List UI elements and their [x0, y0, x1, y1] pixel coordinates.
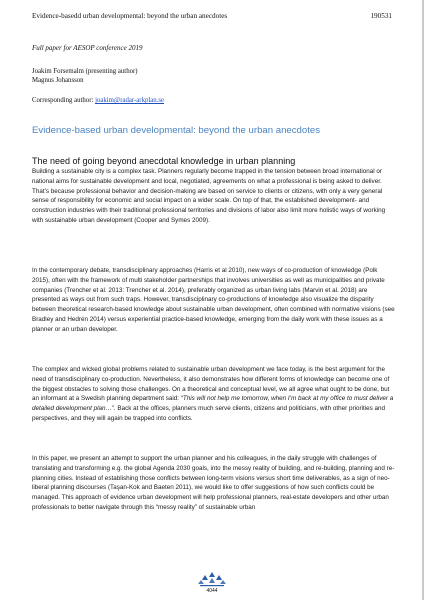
body-paragraph-2	[32, 266, 396, 335]
corresponding-label: Corresponding author:	[32, 97, 96, 104]
body-paragraph-1	[32, 167, 396, 226]
paragraph-text: Building a sustainable city is a complex task. Planners regularly become trapped in the tension between broad international or national aims for sustainable development and local, negotiated, agreements on what a professional is being asked to deliver. That’s because professional behavior and decision-making are based on service to clients or citizens, with only a very general sense of responsibility for economic and social impact on a wider scale. On top of that, the established development- and construction industries with their traditional professional territories and divisions of labor also limit more holistic ways of working with sustainable urban development (Cooper and Symes 2009).	[32, 168, 386, 224]
corresponding-email-link[interactable]: joakim@radar-arkplan.se	[95, 97, 165, 104]
paragraph-text	[32, 365, 396, 424]
paragraph-text: In this paper, we present an attempt to support the urban planner and his colleagues, in the daily struggle with challenges of translating and transforming e.g. the global Agenda 2030 goals, into the messy reality of building, and re-building, planning and re-planning cities. Instead of establishing those conflicts between long-term visions versus short time deliverables, as a sign of neo-liberal planning discourses (Taşan-Kok and Baeten 2011), we would like to offer suggestions of how such conflicts could be managed. This approach of evidence urban development will help professional planners, real-estate developers and other urban professionals to better navigate through this “messy reality” of sustainable urban	[32, 455, 395, 511]
running-header-id: 190531	[370, 12, 392, 20]
informant-quote: “This will not help me tomorrow, when I’m back at my office to must deliver a detailed development plan…”.	[32, 395, 394, 413]
author-presenting: Joakim Forsemalm (presenting author)	[32, 68, 138, 75]
running-header-title: Evidence-basedd urban developmental: beyond the urban anecdotes	[32, 12, 228, 20]
body-paragraph-3	[32, 365, 396, 424]
corresponding-author	[32, 97, 164, 104]
section-heading: The need of going beyond anecdotal knowledge in urban planning	[32, 156, 296, 166]
paragraph-text-part: The complex and wicked global problems related to sustainable urban development we face today, is the best argument for the need of transdisciplinary co-production. Nevertheless, it also demonstrates how different forms of knowledge can become one of the biggest obstacles to solving those challenges. On a theoretical and conceptual level, we all agree what ought to be done, but an informant at a Swedish planning department said:	[32, 366, 390, 403]
paragraph-text: In the contemporary debate, transdisciplinary approaches (Harris et al 2010), new ways of co-production of knowledge (Polk 2015), often with the framework of multi stakeholder partnerships that involves universities as well as municipalities and private companies (Trencher et al. 2013: Trencher et al. 2014), preferably organized as urban living labs (Marvin et al. 2018) are presented as ways out from such traps. However, transdisciplinary co-productions of knowledge also visualize the disparity between theoretical research-based knowledge about sustainable urban development, often combined with normative visions (see Bradley and Hedrén 2014) versus experiential practice-based knowledge, emerging from the daily work with these issues as a planner or an urban developer.	[32, 267, 395, 333]
body-paragraph-4	[32, 454, 396, 513]
author-second: Magnus Johansson	[32, 77, 84, 84]
conference-line: Full paper for AESOP conference 2019	[32, 44, 143, 52]
paragraph-text-part: Back at the offices, planners much serve clients, citizens and politicians, with other priorities and perspectives, and they will again be trapped into conflicts.	[32, 405, 386, 422]
page-number: 4044	[206, 588, 218, 594]
aesop-logo-icon	[196, 571, 228, 587]
paper-title: Evidence-based urban developmental: beyond the urban anecdotes	[32, 125, 321, 136]
